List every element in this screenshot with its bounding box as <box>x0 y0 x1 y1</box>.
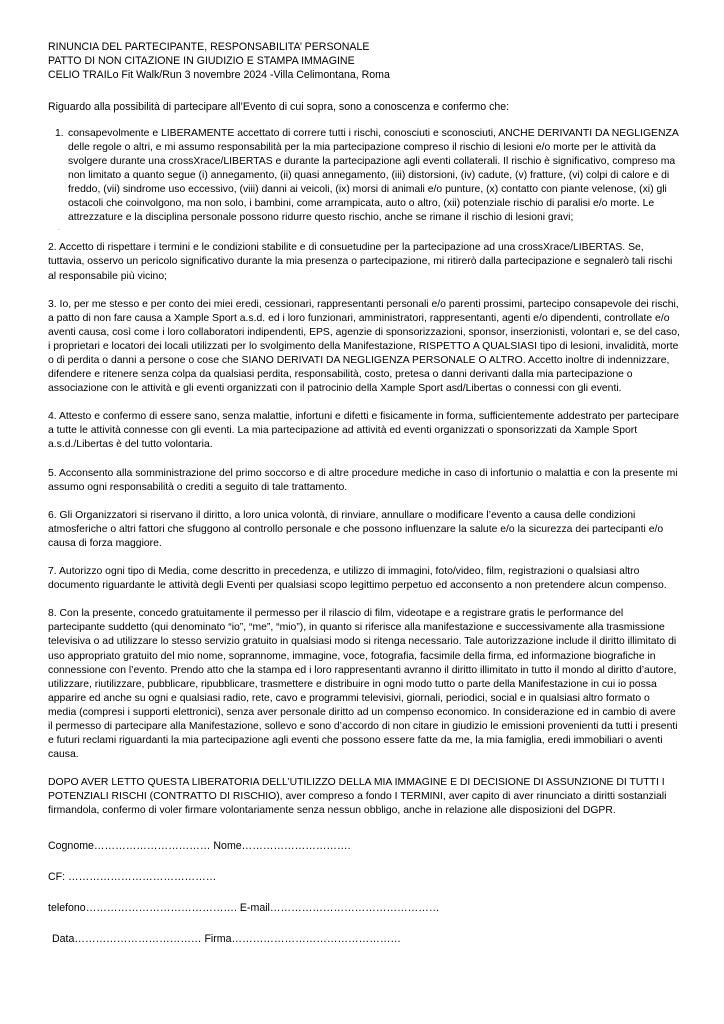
clause-2: 2. Accetto di rispettare i termini e le condizioni stabilite e di consuetudine per la partecipazione ad una crossXrace/LIBERTAS. Se, tuttavia, osservo un pericolo significativo durante la mia presenza o partecipazione, mi ritirerò dalla partecipazione e segnalerò tali rischi al responsabile più vicino; <box>48 242 673 282</box>
clause-list <box>48 127 680 226</box>
closing-statement: DOPO AVER LETTO QUESTA LIBERATORIA DELL’UTILIZZO DELLA MIA IMMAGINE E DI DECISIONE DI ASSUNZIONE DI TUTTI I POTENZIALI RISCHI (CONTRATTO DI RISCHIO), aver compreso a fondo I TERMINI, aver capito di aver rinunciato a diritti sostanziali firmandola, confermo di voler firmare volontariamente senza nessun obbligo, anche in relazione alle disposizioni del DGPR. <box>48 777 667 817</box>
clause-4: 4. Attesto e confermo di essere sano, senza malattie, infortuni e difetti e fisicamente in forma, sufficientemente addestrato per partecipare a tutte le attività connesse con gli eventi. La mia partecipazione ad attività ed eventi organizzati o sponsorizzati da Xample Sport a.s.d./Libertas è del tutto volontaria. <box>48 411 680 451</box>
cf-field[interactable]: CF: …………………………………… <box>48 870 217 883</box>
clause-1-number: 1. <box>55 127 64 139</box>
cognome-nome-field[interactable]: Cognome…………………………… Nome…………………………. <box>48 839 351 852</box>
document-header <box>48 40 680 83</box>
clause-7: 7. Autorizzo ogni tipo di Media, come descritto in precedenza, e utilizzo di immagini, foto/video, film, registrazioni o qualsiasi altro documento riguardante le attività degli Eventi per qualsiasi scopo legittimo perpetuo ed acconsento a non pretendere alcun compenso. <box>48 566 667 592</box>
clause-6: 6. Gli Organizzatori si riservano il diritto, a loro unica volontà, di rinviare, annullare o modificare l’evento a causa delle condizioni atmosferiche o altri fattori che sfuggono al controllo personale e che possono influenzare la salute e/o la sicurezza dei partecipanti e/o causa di forza maggiore. <box>48 509 664 549</box>
clause-1 <box>55 127 680 226</box>
clause-5: 5. Acconsento alla somministrazione del primo soccorso e di altre procedure mediche in caso di infortunio o malattia e con la presente mi assumo ogni responsabilità o crediti a seguito di tale trattamento. <box>48 467 678 493</box>
clause-3: 3. Io, per me stesso e per conto dei miei eredi, cessionari, rappresentanti personali e/o parenti prossimi, partecipo consapevole dei rischi, a patto di non fare causa a Xample Sport a.s.d. ed i loro funzionari, amministratori, rappresentanti, agenti e/o dipendenti, controllate e/o aventi causa, così come i loro collaboratori indipendenti, EPS, agenzie di sponsorizzazioni, sponsor, inserzionisti, volontari e, se del caso, i proprietari e locatori dei locali utilizzati per lo svolgimento della Manifestazione, RISPETTO A QUALSIASI tipo di lesioni, invalidità, morte o di perdita o danni a persone o cose che SIANO DERIVATI DA NEGLIGENZA PERSONALE O ALTRO. Accetto inoltre di indennizzare, difendere e ritenere senza colpa da qualsiasi perdita, responsabilità, costo, pretesa o danni derivanti dalla mia partecipazione o associazione con le attività e gli eventi organizzati con il patrocinio della Xample Sport asd/Libertas o connessi con gli eventi. <box>48 298 680 395</box>
telefono-email-field[interactable]: telefono……………………………………. E-mail………………………………………… <box>48 901 440 914</box>
stray-dot: . <box>58 225 60 233</box>
header-title-line-2: PATTO DI NON CITAZIONE IN GIUDIZIO E STAMPA IMMAGINE <box>48 55 355 68</box>
intro-text: Riguardo alla possibilità di partecipare all’Evento di cui sopra, sono a conoscenza e confermo che: <box>48 100 510 113</box>
signature-fields <box>48 839 680 946</box>
data-firma-field[interactable]: Data……………………………… Firma………………………………………… <box>52 932 402 945</box>
stray-dot-marker <box>48 225 680 237</box>
header-title-line-1: RINUNCIA DEL PARTECIPANTE, RESPONSABILITA’ PERSONALE <box>48 41 370 53</box>
clause-1-text: consapevolmente e LIBERAMENTE accettato di correre tutti i rischi, conosciuti e sconosciuti, ANCHE DERIVANTI DA NEGLIGENZA delle regole o altri, e mi assumo responsabilità per la mia partecipazione compreso il rischio di lesioni e/o morte per le attività da svolgere durante una crossXrace/LIBERTAS e durante la partecipazione agli eventi collaterali. Il rischio è significativo, compreso ma non limitato a quanto segue (i) annegamento, (ii) quasi annegamento, (iii) distorsioni, (iv) cadute, (v) fratture, (vi) colpi di calore e di freddo, (vii) sindrome uso eccessivo, (viii) danni ai veicoli, (ix) morsi di animali e/o punture, (x) contatto con piante velenose, (xi) gli ostacoli che coinvolgono, ma non solo, i bambini, come arrampicata, auto o altro, (xii) potenziale rischio di paralisi e/o morte. Le attrezzature e la disciplina personale possono ridurre questo rischio, anche se rimane il rischio di lesioni gravi; <box>68 127 679 224</box>
header-event-line: CELIO TRAILo Fit Walk/Run 3 novembre 2024 -Villa Celimontana, Roma <box>48 69 390 82</box>
clause-8: 8. Con la presente, concedo gratuitamente il permesso per il rilascio di film, videotape e a registrare gratis le performance del partecipante suddetto (qui denominato “io”, “me”, “mio”), in quanto si riferisce alla manifestazione e successivamente alla trasmissione televisiva o ad utilizzare lo stesso servizio gratuito in qualsiasi modo si ritenga necessario. Tale autorizzazione include il diritto illimitato di uso appropriato gratuito del mio nome, soprannome, immagine, voce, fotografia, facsimile della firma, ed informazione biografiche in connessione con l’evento. Prendo atto che la stampa ed i loro rappresentanti avranno il diritto illimitato in tutto il mondo al diritto d’autore, utilizzare, riutilizzare, pubblicare, ripubblicare, trasmettere e distribuire in ogni modo tutto o parte della Manifestazione in cui io possa apparire ed anche su ogni e qualsiasi radio, rete, cavo e programmi televisivi, giornali, periodici, social e in qualsiasi altro formato o media (compresi i supporti elettronici), senza aver personale diritto ad un compenso economico. In considerazione ed in cambio di avere il permesso di partecipare alla Manifestazione, sollevo e sono d’accordo di non citare in giudizio le emissioni provenienti da tutti i presenti e futuri reclami riguardanti la mia partecipazione agli eventi che possono essere fatte da me, la mia famiglia, eredi immobiliari o aventi causa. <box>48 608 678 761</box>
waiver-document <box>48 40 680 946</box>
